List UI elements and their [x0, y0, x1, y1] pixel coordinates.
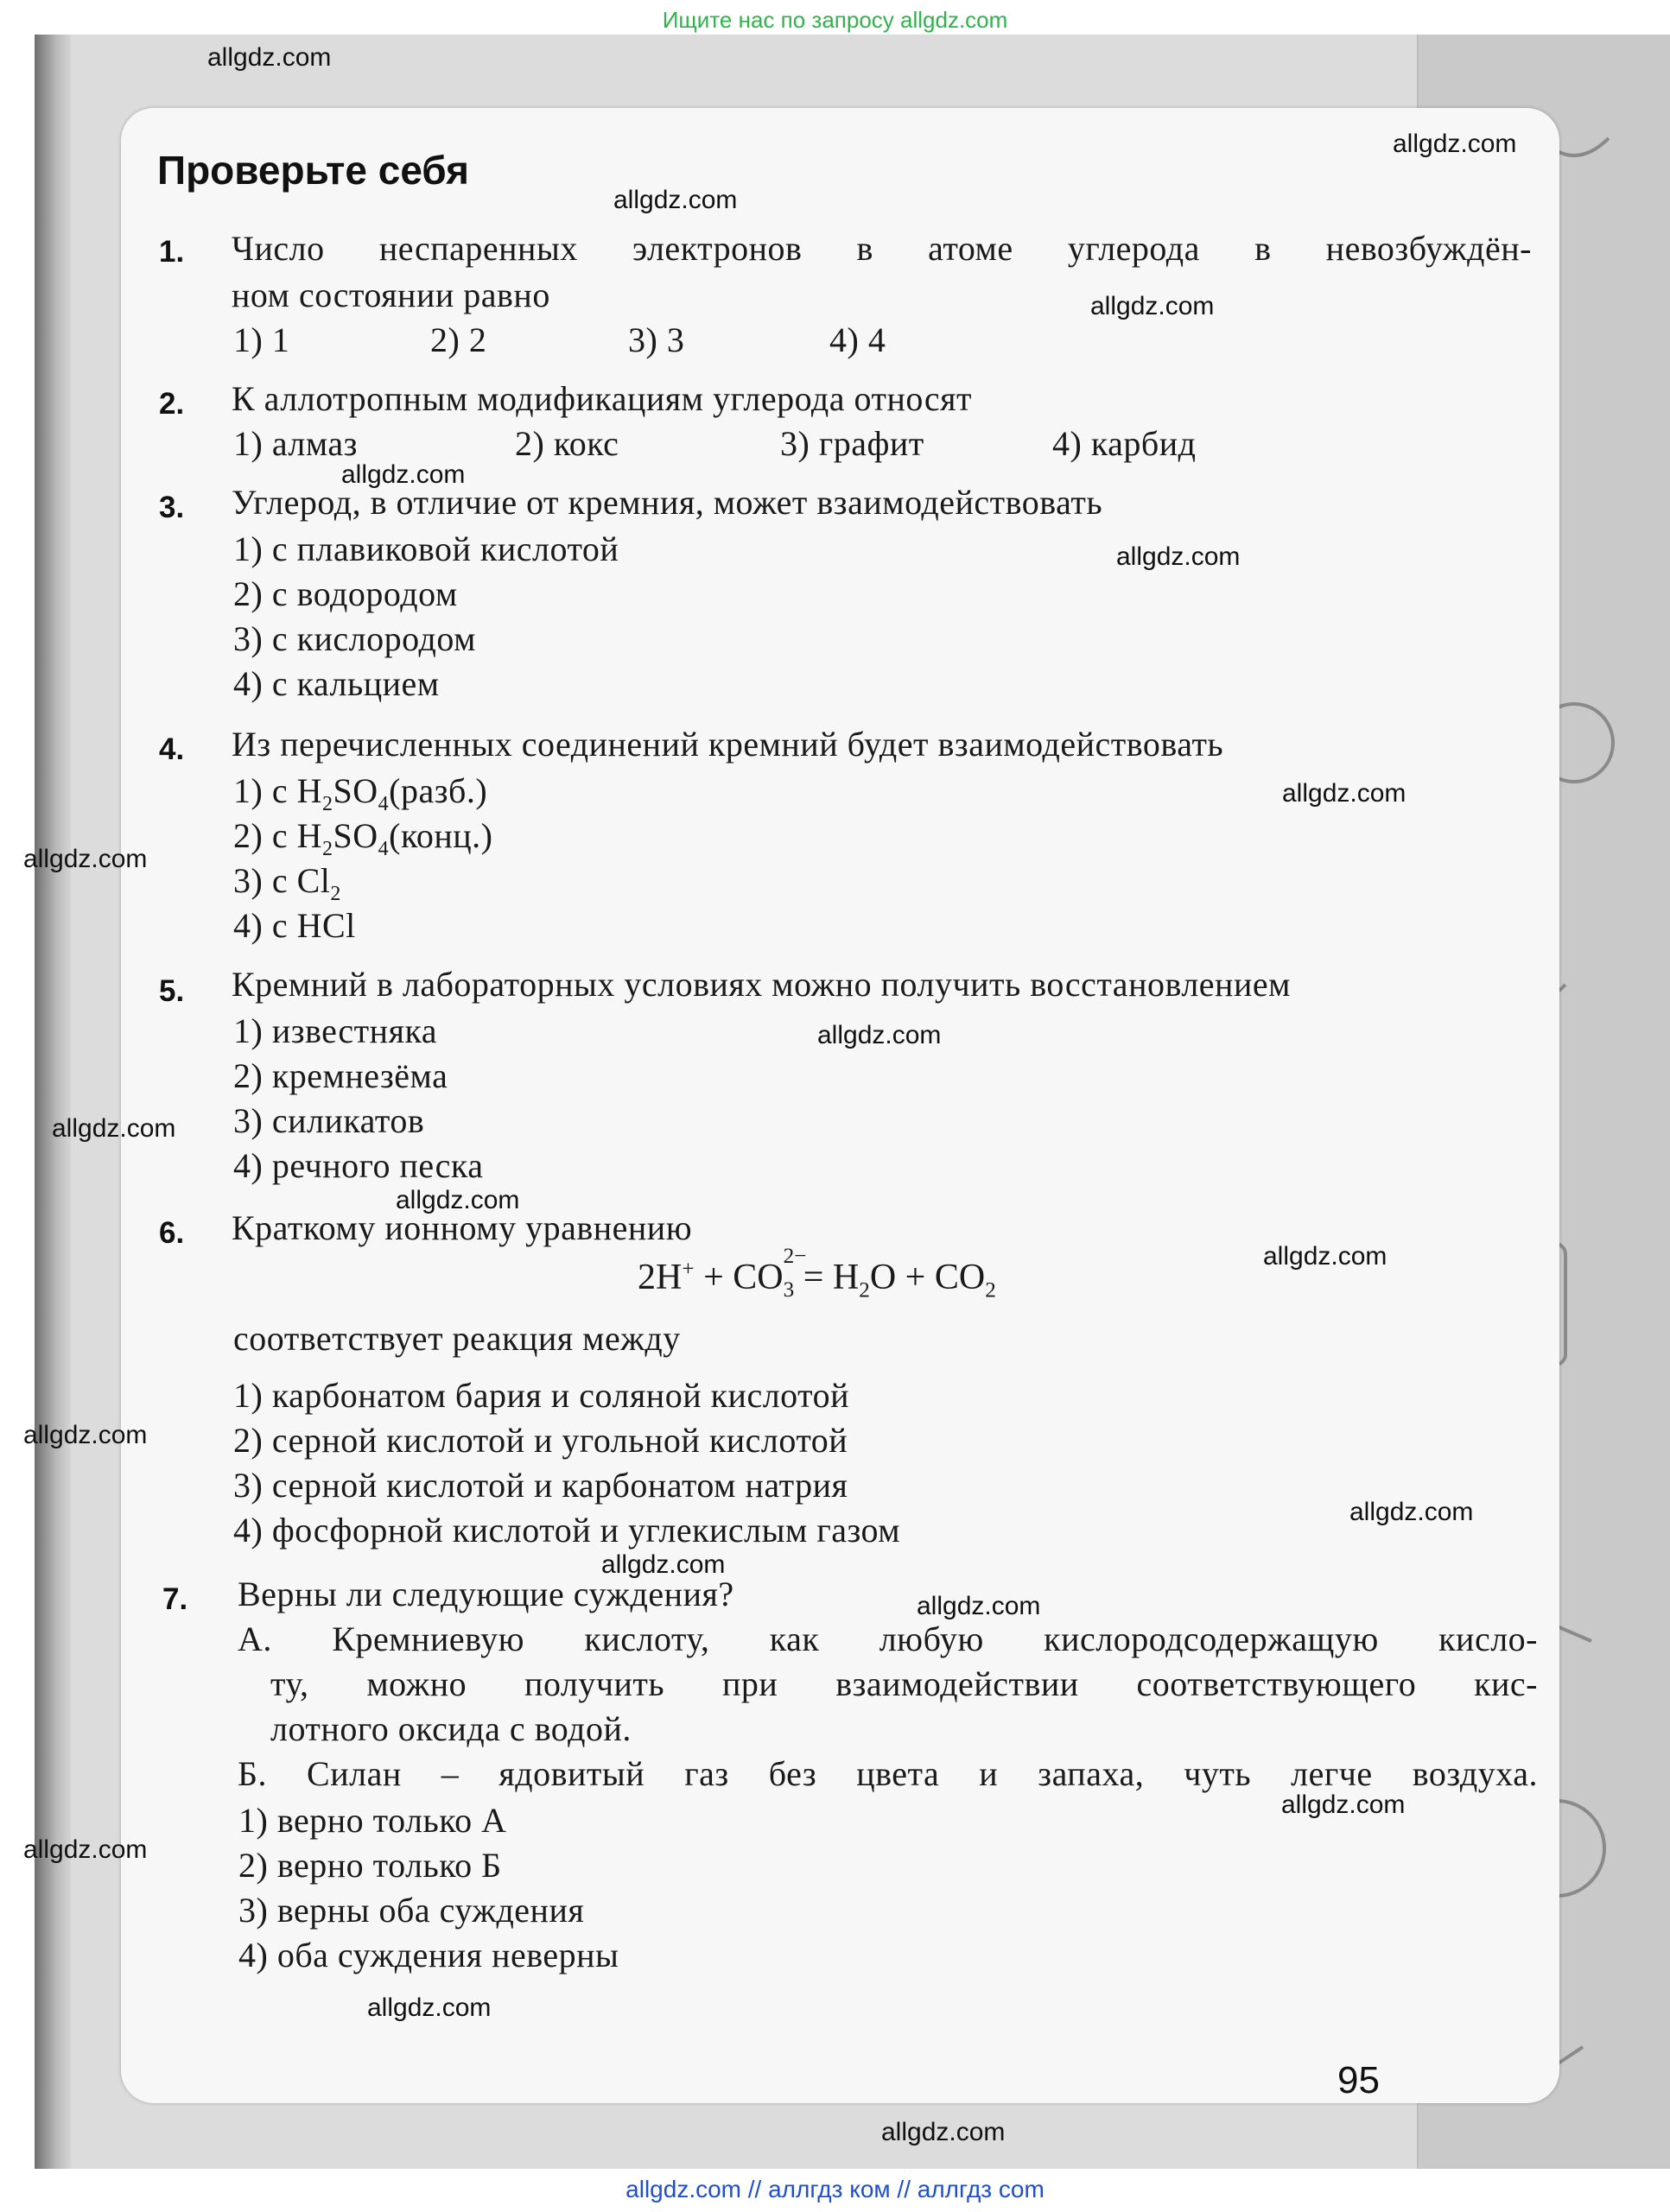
- question-5-answer-4: 4) речного песка: [233, 1146, 484, 1185]
- question-4-answer-3: 3) с $Cl_2$: [233, 861, 341, 905]
- watermark: allgdz.com: [341, 460, 466, 489]
- question-4-answer-4: 4) с HCl: [233, 906, 356, 945]
- question-3-text: Углерод, в отличие от кремния, может взаимодействовать: [232, 483, 1103, 522]
- question-6-answer-1: 1) карбонатом бария и соляной кислотой: [233, 1376, 849, 1415]
- question-2-answer-2: 2) кокс: [515, 424, 619, 463]
- question-7-answer-3: 3) верны оба суждения: [238, 1891, 585, 1930]
- question-1-answer-2: 2) 2: [430, 320, 487, 359]
- watermark: allgdz.com: [23, 1421, 148, 1449]
- question-2-answer-3: 3) графит: [780, 424, 924, 463]
- watermark: allgdz.com: [1090, 292, 1215, 320]
- question-3-answer-3: 3) с кислородом: [233, 619, 476, 658]
- statement-a-line2: ту, можно получить при взаимодействии соответствующего кис-: [270, 1664, 1538, 1703]
- question-3-answer-2: 2) с водородом: [233, 574, 458, 613]
- watermark: allgdz.com: [1349, 1498, 1474, 1526]
- question-4-number: 4.: [159, 732, 185, 766]
- question-3-answer-1: 1) с плавиковой кислотой: [233, 529, 619, 568]
- question-6-text: Краткому ионному уравнению: [232, 1208, 693, 1247]
- question-5-answer-1: 1) известняка: [233, 1011, 438, 1050]
- watermark: allgdz.com: [207, 43, 332, 72]
- question-5-number: 5.: [159, 974, 185, 1008]
- watermark: allgdz.com: [601, 1550, 726, 1579]
- top-banner-link[interactable]: Ищите нас по запросу allgdz.com: [662, 7, 1008, 33]
- watermark: allgdz.com: [1263, 1242, 1387, 1271]
- question-6-answer-4: 4) фосфорной кислотой и углекислым газом: [233, 1511, 901, 1550]
- question-3-answer-4: 4) с кальцием: [233, 664, 440, 703]
- statement-b: Б. Силан – ядовитый газ без цвета и запаха, чуть легче воздуха.: [238, 1754, 1538, 1793]
- question-7-answer-4: 4) оба суждения неверны: [238, 1936, 619, 1974]
- question-4-text: Из перечисленных соединений кремний будет взаимодействовать: [232, 725, 1224, 764]
- question-1-text-line1: Число неспаренных электронов в атоме углерода в невозбуждён-: [232, 229, 1532, 268]
- question-1-answer-1: 1) 1: [233, 320, 290, 359]
- question-6-text-line2: соответствует реакция между: [233, 1319, 681, 1358]
- watermark: allgdz.com: [917, 1592, 1041, 1620]
- question-4-answer-2: 2) с $H_2SO_4(конц.)$: [233, 816, 493, 860]
- watermark: allgdz.com: [23, 845, 148, 873]
- question-7-number: 7.: [162, 1582, 188, 1616]
- question-7-answer-2: 2) верно только Б: [238, 1846, 502, 1885]
- question-1-number: 1.: [159, 235, 185, 269]
- watermark: allgdz.com: [396, 1186, 520, 1214]
- question-1-answer-4: 4) 4: [829, 320, 886, 359]
- statement-a-line1: А. Кремниевую кислоту, как любую кислородсодержащую кисло-: [238, 1619, 1538, 1658]
- watermark: allgdz.com: [613, 186, 738, 214]
- question-7-answer-1: 1) верно только А: [238, 1801, 507, 1840]
- question-2-text: К аллотропным модификациям углерода относят: [232, 379, 973, 418]
- watermark: allgdz.com: [1282, 779, 1406, 808]
- question-1-text-line2: ном состоянии равно: [232, 276, 550, 314]
- watermark: allgdz.com: [23, 1835, 148, 1864]
- question-2-answer-4: 4) карбид: [1052, 424, 1197, 463]
- question-6-answer-3: 3) серной кислотой и карбонатом натрия: [233, 1466, 848, 1505]
- question-2-answer-1: 1) алмаз: [233, 424, 358, 463]
- question-7-text: Верны ли следующие суждения?: [238, 1575, 734, 1613]
- statement-a-line3: лотного оксида с водой.: [270, 1709, 632, 1748]
- watermark: allgdz.com: [1281, 1791, 1406, 1819]
- question-3-number: 3.: [159, 491, 185, 524]
- question-4-answer-1: 1) с $H_2SO_4(разб.)$: [233, 771, 488, 815]
- question-2-number: 2.: [159, 387, 185, 421]
- watermark: allgdz.com: [367, 1993, 492, 2022]
- question-6-number: 6.: [159, 1216, 185, 1250]
- question-5-answer-3: 3) силикатов: [233, 1101, 425, 1140]
- section-heading: Проверьте себя: [157, 148, 469, 193]
- question-1-answer-3: 3) 3: [628, 320, 685, 359]
- question-5-text: Кремний в лабораторных условиях можно получить восстановлением: [232, 965, 1291, 1004]
- watermark: allgdz.com: [817, 1021, 942, 1049]
- question-6-answer-2: 2) серной кислотой и угольной кислотой: [233, 1421, 848, 1460]
- bottom-banner-link[interactable]: allgdz.com // аллгдз ком // аллгдз com: [625, 2176, 1045, 2202]
- watermark: allgdz.com: [1393, 130, 1517, 158]
- ionic-equation: 2H+ + CO $_{2- 3} = H_2O + CO_2$: [638, 1245, 996, 1302]
- question-5-answer-2: 2) кремнезёма: [233, 1056, 448, 1095]
- page-number: 95: [1337, 2059, 1380, 2101]
- watermark: allgdz.com: [1116, 542, 1241, 571]
- watermark: allgdz.com: [881, 2118, 1006, 2146]
- watermark: allgdz.com: [52, 1114, 176, 1143]
